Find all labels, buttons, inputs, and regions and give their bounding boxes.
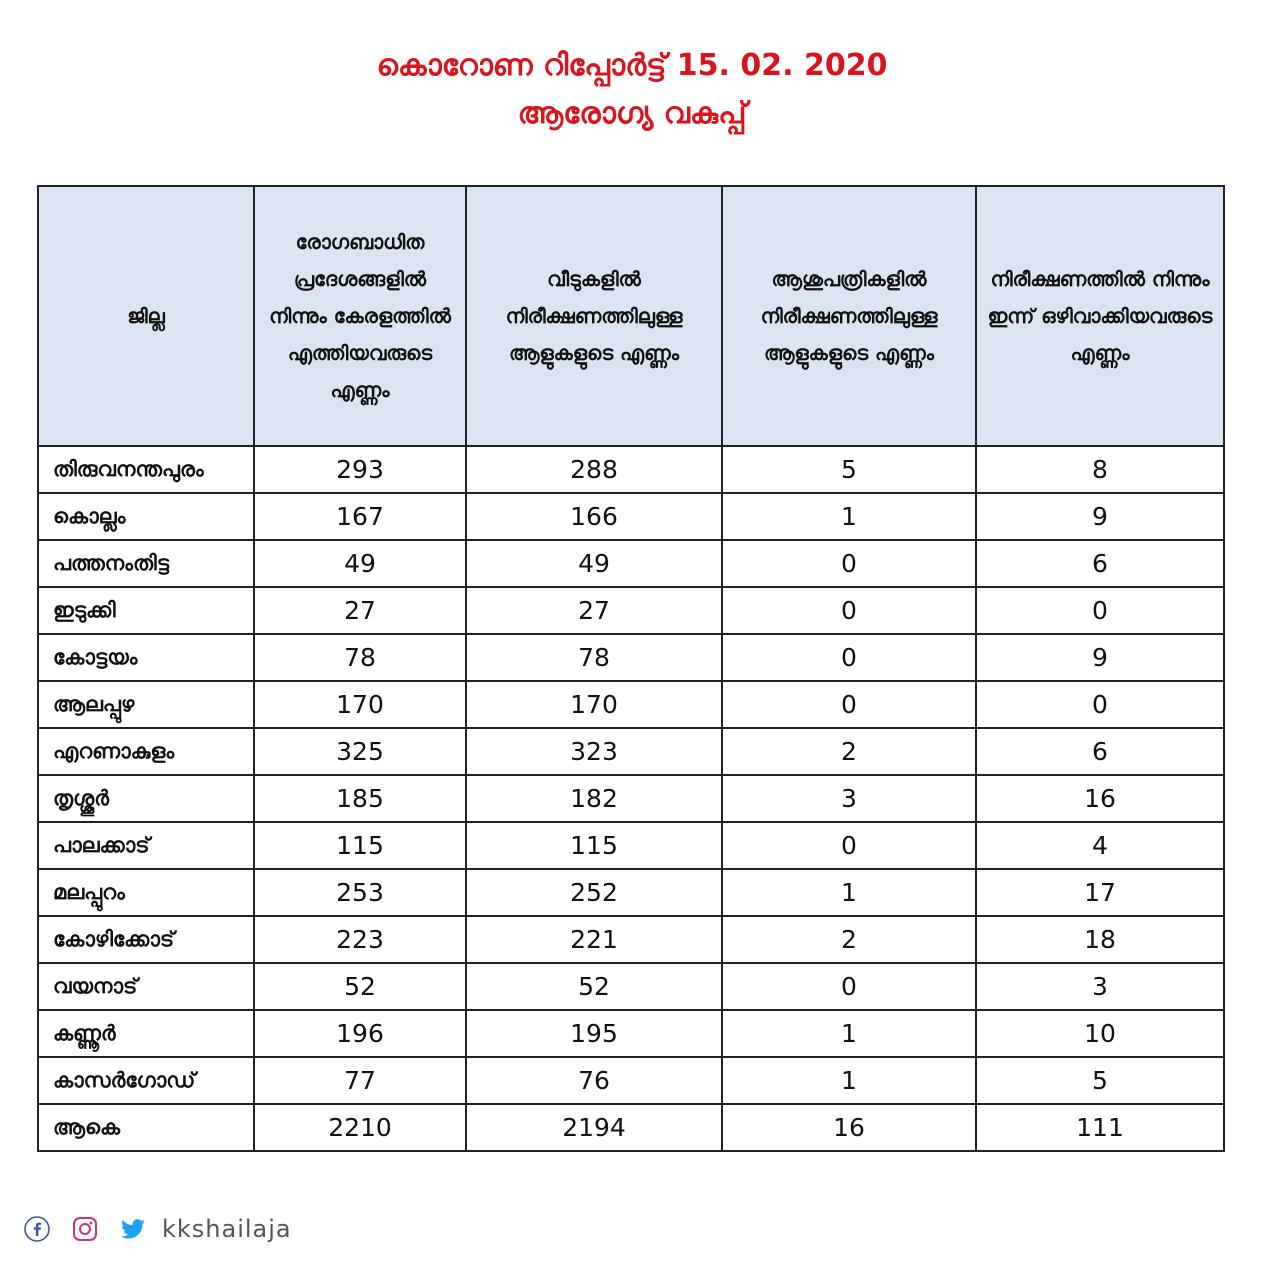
social-footer <box>24 1212 292 1246</box>
table-row <box>38 916 1224 963</box>
column-header-hospital-observation: ആശുപത്രികളിൽ നിരീക്ഷണത്തിലുള്ള ആളുകളുടെ എണ്ണം <box>722 186 976 446</box>
home-observation-cell: 27 <box>466 587 722 634</box>
arrivals-cell: 253 <box>254 869 466 916</box>
arrivals-cell: 170 <box>254 681 466 728</box>
hospital-observation-cell: 3 <box>722 775 976 822</box>
hospital-observation-cell: 0 <box>722 540 976 587</box>
home-observation-cell: 221 <box>466 916 722 963</box>
hospital-observation-cell: 2 <box>722 916 976 963</box>
discharged-cell: 5 <box>976 1057 1224 1104</box>
table-row <box>38 1057 1224 1104</box>
total-arrivals-cell: 2210 <box>254 1104 466 1151</box>
table-row <box>38 963 1224 1010</box>
total-hospital-observation-cell: 16 <box>722 1104 976 1151</box>
arrivals-cell: 27 <box>254 587 466 634</box>
home-observation-cell: 288 <box>466 446 722 493</box>
hospital-observation-cell: 0 <box>722 822 976 869</box>
department-subtitle: ആരോഗ്യ വകുപ്പ് <box>517 96 747 131</box>
district-cell: മലപ്പുറം <box>38 869 254 916</box>
district-cell: കോട്ടയം <box>38 634 254 681</box>
report-title: കൊറോണ റിപ്പോർട്ട് 15. 02. 2020 <box>376 48 888 83</box>
total-discharged-cell: 111 <box>976 1104 1224 1151</box>
facebook-icon[interactable] <box>24 1216 50 1242</box>
district-cell: വയനാട് <box>38 963 254 1010</box>
hospital-observation-cell: 1 <box>722 1010 976 1057</box>
instagram-icon[interactable] <box>72 1216 98 1242</box>
hospital-observation-cell: 0 <box>722 963 976 1010</box>
table-row <box>38 869 1224 916</box>
discharged-cell: 4 <box>976 822 1224 869</box>
total-home-observation-cell: 2194 <box>466 1104 722 1151</box>
hospital-observation-cell: 0 <box>722 681 976 728</box>
home-observation-cell: 170 <box>466 681 722 728</box>
table-row <box>38 634 1224 681</box>
column-header-discharged-today: നിരീക്ഷണത്തിൽ നിന്നും ഇന്ന് ഒഴിവാക്കിയവരുടെ എണ്ണം <box>976 186 1224 446</box>
district-cell: പത്തനംതിട്ട <box>38 540 254 587</box>
column-header-arrivals: രോഗബാധിത പ്രദേശങ്ങളിൽ നിന്നും കേരളത്തിൽ എത്തിയവരുടെ എണ്ണം <box>254 186 466 446</box>
home-observation-cell: 115 <box>466 822 722 869</box>
table-row <box>38 540 1224 587</box>
discharged-cell: 9 <box>976 634 1224 681</box>
hospital-observation-cell: 0 <box>722 587 976 634</box>
arrivals-cell: 325 <box>254 728 466 775</box>
total-label-cell: ആകെ <box>38 1104 254 1151</box>
table-row <box>38 587 1224 634</box>
discharged-cell: 8 <box>976 446 1224 493</box>
hospital-observation-cell: 1 <box>722 493 976 540</box>
discharged-cell: 0 <box>976 587 1224 634</box>
arrivals-cell: 77 <box>254 1057 466 1104</box>
home-observation-cell: 195 <box>466 1010 722 1057</box>
arrivals-cell: 185 <box>254 775 466 822</box>
district-cell: എറണാകുളം <box>38 728 254 775</box>
home-observation-cell: 323 <box>466 728 722 775</box>
district-cell: ഇടുക്കി <box>38 587 254 634</box>
home-observation-cell: 252 <box>466 869 722 916</box>
district-cell: തൃശ്ശൂർ <box>38 775 254 822</box>
home-observation-cell: 49 <box>466 540 722 587</box>
table-row <box>38 728 1224 775</box>
district-cell: കൊല്ലം <box>38 493 254 540</box>
home-observation-cell: 52 <box>466 963 722 1010</box>
table-row <box>38 775 1224 822</box>
table-row <box>38 822 1224 869</box>
table-row <box>38 681 1224 728</box>
hospital-observation-cell: 0 <box>722 634 976 681</box>
home-observation-cell: 76 <box>466 1057 722 1104</box>
hospital-observation-cell: 1 <box>722 869 976 916</box>
home-observation-cell: 78 <box>466 634 722 681</box>
arrivals-cell: 167 <box>254 493 466 540</box>
discharged-cell: 6 <box>976 540 1224 587</box>
twitter-icon[interactable] <box>120 1216 146 1242</box>
district-cell: പാലക്കാട് <box>38 822 254 869</box>
discharged-cell: 10 <box>976 1010 1224 1057</box>
arrivals-cell: 196 <box>254 1010 466 1057</box>
home-observation-cell: 166 <box>466 493 722 540</box>
column-header-district: ജില്ല <box>38 186 254 446</box>
home-observation-cell: 182 <box>466 775 722 822</box>
arrivals-cell: 223 <box>254 916 466 963</box>
arrivals-cell: 293 <box>254 446 466 493</box>
district-cell: കോഴിക്കോട് <box>38 916 254 963</box>
table-row <box>38 493 1224 540</box>
hospital-observation-cell: 5 <box>722 446 976 493</box>
table-header-row <box>38 186 1224 446</box>
discharged-cell: 16 <box>976 775 1224 822</box>
column-header-home-observation: വീടുകളിൽ നിരീക്ഷണത്തിലുള്ള ആളുകളുടെ എണ്ണം <box>466 186 722 446</box>
hospital-observation-cell: 2 <box>722 728 976 775</box>
discharged-cell: 3 <box>976 963 1224 1010</box>
district-cell: കാസർഗോഡ് <box>38 1057 254 1104</box>
table-row-total <box>38 1104 1224 1151</box>
discharged-cell: 0 <box>976 681 1224 728</box>
arrivals-cell: 49 <box>254 540 466 587</box>
discharged-cell: 6 <box>976 728 1224 775</box>
table-row <box>38 1010 1224 1057</box>
arrivals-cell: 115 <box>254 822 466 869</box>
social-handle: kkshailaja <box>162 1215 292 1243</box>
arrivals-cell: 52 <box>254 963 466 1010</box>
discharged-cell: 9 <box>976 493 1224 540</box>
discharged-cell: 18 <box>976 916 1224 963</box>
arrivals-cell: 78 <box>254 634 466 681</box>
district-cell: കണ്ണൂർ <box>38 1010 254 1057</box>
district-cell: ആലപ്പുഴ <box>38 681 254 728</box>
discharged-cell: 17 <box>976 869 1224 916</box>
report-table <box>37 185 1225 1152</box>
table-row <box>38 446 1224 493</box>
district-cell: തിരുവനന്തപുരം <box>38 446 254 493</box>
hospital-observation-cell: 1 <box>722 1057 976 1104</box>
